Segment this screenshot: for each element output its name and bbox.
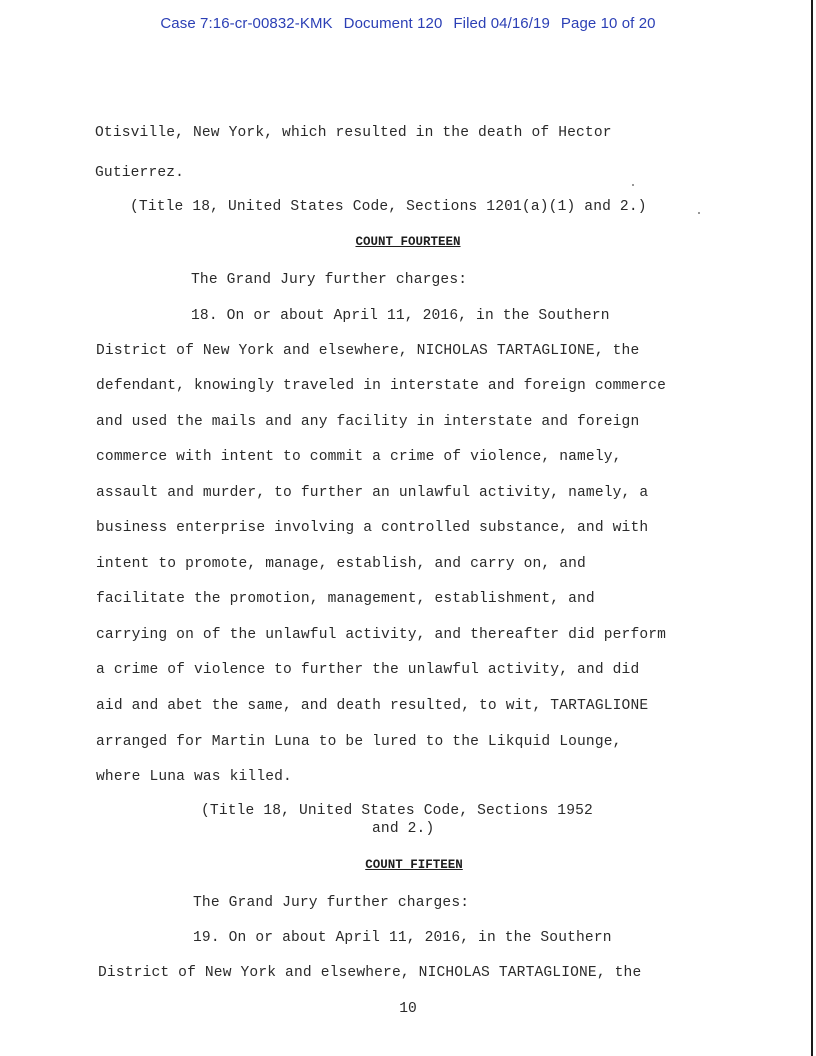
count-intro: The Grand Jury further charges: — [193, 895, 470, 911]
body-line: commerce with intent to commit a crime of violence, namely, — [96, 449, 622, 465]
statute-citation: and 2.) — [372, 821, 435, 837]
body-line: and used the mails and any facility in interstate and foreign — [96, 414, 640, 430]
page-number: 10 — [399, 1001, 417, 1017]
body-line: 19. On or about April 11, 2016, in the Southern — [193, 930, 612, 946]
case-number: Case 7:16-cr-00832-KMK — [160, 15, 333, 32]
count-intro: The Grand Jury further charges: — [191, 272, 468, 288]
filed-date: Filed 04/16/19 — [453, 15, 550, 32]
scan-speck — [698, 212, 700, 214]
body-line: District of New York and elsewhere, NICHOLAS TARTAGLIONE, the — [96, 343, 640, 359]
body-line: intent to promote, manage, establish, and carry on, and — [96, 556, 586, 572]
page-edge — [811, 0, 813, 1056]
body-line: District of New York and elsewhere, NICHOLAS TARTAGLIONE, the — [98, 965, 642, 981]
body-line: facilitate the promotion, management, establishment, and — [96, 591, 595, 607]
body-line: a crime of violence to further the unlawful activity, and did — [96, 662, 640, 678]
body-line: Otisville, New York, which resulted in the death of Hector — [95, 125, 612, 141]
statute-citation: (Title 18, United States Code, Sections 1952 — [201, 803, 593, 819]
body-line: assault and murder, to further an unlawful activity, namely, a — [96, 485, 649, 501]
statute-citation: (Title 18, United States Code, Sections 1201(a)(1) and 2.) — [130, 199, 647, 215]
count-fifteen-heading: COUNT FIFTEEN — [365, 858, 463, 872]
document-number: Document 120 — [343, 15, 443, 32]
body-line: business enterprise involving a controlled substance, and with — [96, 520, 649, 536]
body-line: defendant, knowingly traveled in interstate and foreign commerce — [96, 378, 667, 394]
ecf-header — [0, 15, 816, 32]
scan-speck — [632, 184, 634, 186]
page-indicator: Page 10 of 20 — [560, 15, 656, 32]
count-fourteen-heading: COUNT FOURTEEN — [355, 235, 461, 249]
body-line: arranged for Martin Luna to be lured to the Likquid Lounge, — [96, 734, 622, 750]
body-line: aid and abet the same, and death resulted, to wit, TARTAGLIONE — [96, 698, 649, 714]
body-line: carrying on of the unlawful activity, and thereafter did perform — [96, 627, 667, 643]
body-line: where Luna was killed. — [96, 769, 292, 785]
body-line: 18. On or about April 11, 2016, in the Southern — [191, 308, 610, 324]
body-line: Gutierrez. — [95, 165, 185, 181]
